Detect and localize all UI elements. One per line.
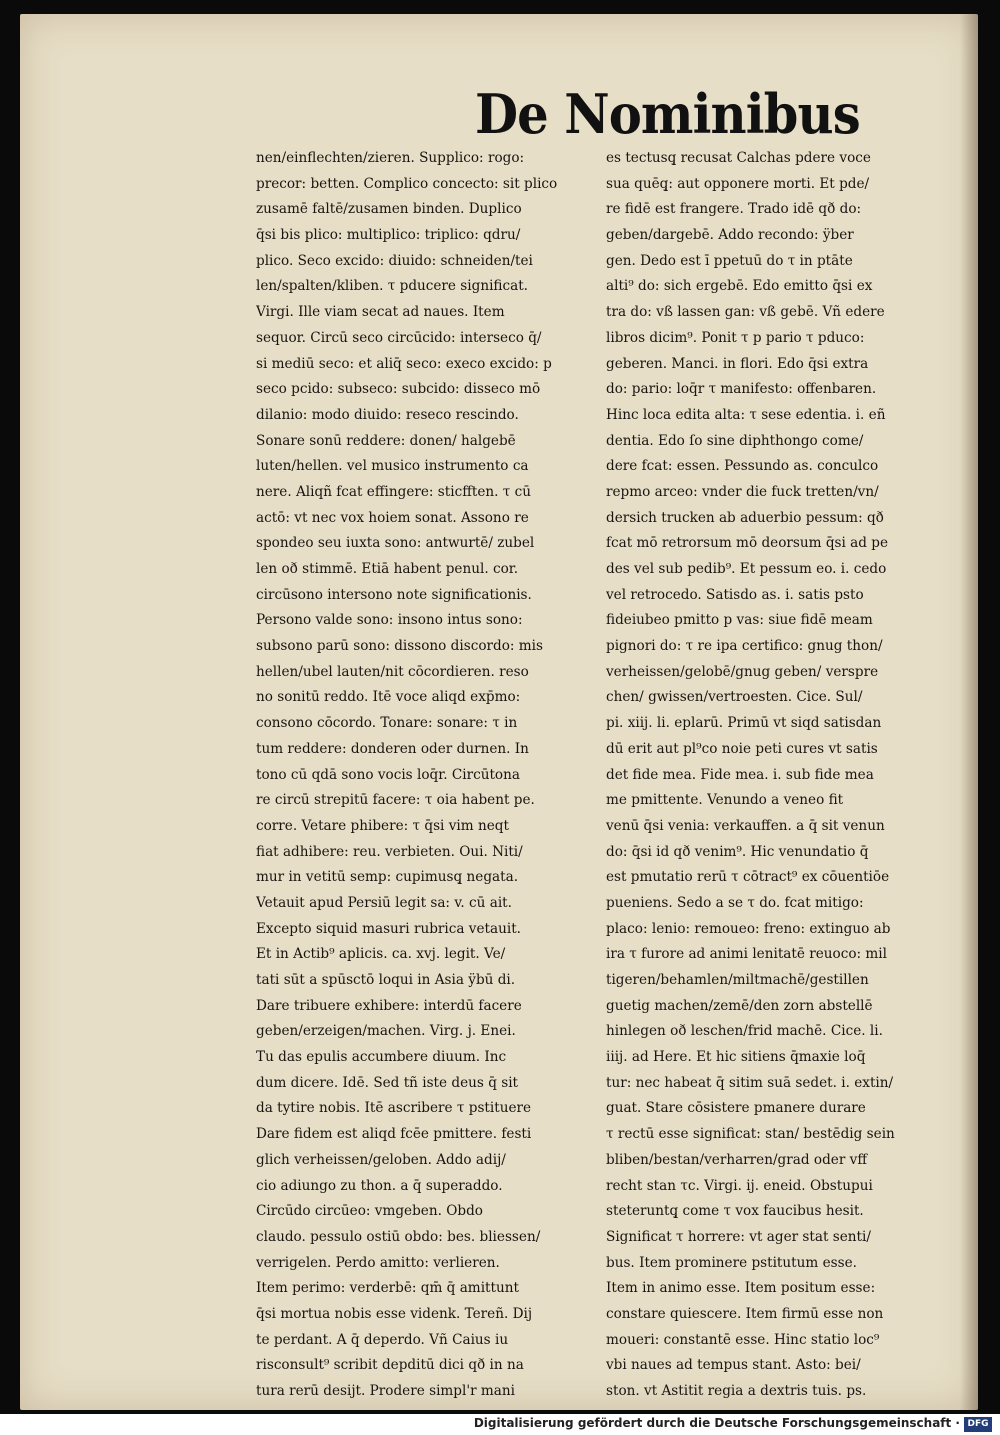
- text-line: bus. Item prominere pstitutum esse.: [606, 1254, 857, 1271]
- text-line: iiij. ad Here. Et hic sitiens q̄maxie loq̄: [606, 1049, 866, 1066]
- text-line: venū q̄si venia: verkauffen. a q̄ sit venun: [606, 817, 885, 834]
- text-line: spondeo seu iuxta sono: antwurtē/ zubel: [256, 535, 535, 552]
- text-line: te perdant. A q̄ deperdo. Vñ Caius iu: [256, 1331, 509, 1348]
- text-line: Item perimo: verderbē: qm̄ q̄ amittunt: [256, 1280, 519, 1297]
- text-line: Significat τ horrere: vt ager stat senti/: [606, 1228, 871, 1245]
- text-line: consono cōcordo. Tonare: sonare: τ in: [256, 715, 518, 732]
- text-line: chen/ gwissen/vertroesten. Cice. Sul/: [606, 689, 863, 706]
- text-line: verrigelen. Perdo amitto: verlieren.: [256, 1254, 500, 1271]
- text-line: no sonitū reddo. Itē voce aliqd exp̄mo:: [256, 689, 521, 706]
- text-line: do: pario: loq̄r τ manifesto: offenbaren.: [606, 381, 877, 398]
- text-line: ira τ furore ad animi lenitatē reuoco: mil: [606, 946, 887, 963]
- text-line: [606, 1405, 951, 1410]
- text-line: Item in animo esse. Item positum esse:: [606, 1280, 876, 1297]
- text-line: len/spalten/kliben. τ pducere significat.: [256, 278, 528, 295]
- text-line: dere fcat: essen. Pessundo as. conculco: [606, 458, 879, 475]
- text-line: [256, 1405, 601, 1410]
- text-line: es tectusq̧ recusat Calchas pdere voce: [606, 150, 871, 166]
- text-line: tigeren/behamlen/miltmachē/gestillen: [606, 972, 869, 988]
- text-line: tum reddere: donderen oder durnen. In: [256, 740, 529, 757]
- text-line: pueniens. Sedo a se τ do. fcat mitigo:: [606, 894, 864, 911]
- text-line: Sonare sonū reddere: donen/ halgebē: [256, 432, 516, 449]
- text-line: re fidē est frangere. Trado idē qð do:: [606, 201, 862, 218]
- text-line: re circū strepitū facere: τ oia habent pe.: [256, 792, 535, 809]
- text-line: Et in Actib⁹ aplicis. ca. xvj. legit. Ve/: [256, 946, 506, 963]
- text-line: sequor. Circū seco circūcido: interseco q̄/: [256, 329, 542, 346]
- text-line: do: q̄si id qð venim⁹. Hic venundatio q̄: [606, 843, 869, 860]
- text-line: tati sūt a spūsctō loqui in Asia ÿbū di.: [256, 972, 516, 988]
- text-line: plico. Seco excido: diuido: schneiden/tei: [256, 252, 533, 269]
- funding-credit: Digitalisierung gefördert durch die Deutsche Forschungsgemeinschaft ·: [473, 1416, 960, 1430]
- text-line: geben/erzeigen/machen. Virg. j. Enei.: [256, 1023, 516, 1040]
- text-line: pi. xiij. li. eplarū. Primū vt siqd satisdan: [606, 715, 882, 732]
- text-line: fcat mō retrorsum mō deorsum q̄si ad pe: [606, 535, 889, 552]
- text-line: dum dicere. Idē. Sed tñ iste deus q̄ sit: [256, 1074, 518, 1091]
- text-line: nere. Aliqñ fcat effingere: sticfften. τ cū: [256, 483, 531, 500]
- text-line: seco pcido: subseco: subcido: disseco mō: [256, 381, 541, 398]
- text-line: risconsult⁹ scribit depditū dici qð in na: [256, 1357, 524, 1374]
- text-line: guetig machen/zemē/den zorn abstellē: [606, 997, 873, 1014]
- text-line: recht stan τc. Virgi. ij. eneid. Obstupui: [606, 1177, 873, 1194]
- text-line: tur: nec habeat q̄ sitim suā sedet. i. extin/: [606, 1074, 894, 1091]
- text-line: Tu das epulis accumbere diuum. Inc: [256, 1049, 507, 1066]
- text-line: pignori do: τ re ipa certifico: gnug thon/: [606, 638, 883, 655]
- text-line: luten/hellen. vel musico instrumento ca: [256, 458, 529, 475]
- text-line: geberen. Manci. in flori. Edo q̄si extra: [606, 355, 869, 372]
- text-line: placo: lenio: remoueo: freno: extinguo ab: [606, 920, 891, 937]
- text-line: dilanio: modo diuido: reseco rescindo.: [256, 406, 519, 423]
- text-line: vbi naues ad tempus stant. Asto: bei/: [606, 1357, 861, 1374]
- text-line: τ rectū esse significat: stan/ bestēdig sein: [606, 1126, 895, 1143]
- text-line: claudo. pessulo ostiū obdo: bes. bliessen/: [256, 1228, 541, 1245]
- text-line: Hinc loca edita alta: τ sese edentia. i. eñ: [606, 406, 886, 423]
- text-line: ston. vt Astitit regia a dextris tuis. ps.: [606, 1383, 867, 1399]
- text-line: tono cū qdā sono vocis loq̄r. Circūtona: [256, 766, 520, 783]
- text-line: est pmutatio rerū τ cōtract⁹ ex cōuentiōe: [606, 869, 890, 886]
- text-line: steteruntq̧ come τ vox faucibus hesit.: [606, 1203, 864, 1220]
- text-line: des vel sub pedib⁹. Et pessum eo. i. cedo: [606, 561, 887, 577]
- text-line: fiat adhibere: reu. verbieten. Oui. Niti/: [256, 843, 523, 860]
- text-line: dersich trucken ab aduerbio pessum: qð: [606, 509, 884, 526]
- text-line: Circūdo circūeo: vmgeben. Obdo: [256, 1203, 483, 1220]
- text-line: tra do: vß lassen gan: vß gebē. Vñ edere: [606, 304, 885, 321]
- text-line: repmo arceo: vnder die fuck tretten/vn/: [606, 483, 879, 500]
- dfg-logo: DFG: [964, 1417, 992, 1432]
- text-line: constare quiescere. Item firmū esse non: [606, 1305, 884, 1322]
- text-line: dentia. Edo ſo sine diphthongo come/: [606, 432, 864, 449]
- text-line: tura rerū desijt. Prodere simpl'r mani: [256, 1383, 516, 1399]
- text-line: q̄si mortua nobis esse videnk. Tereñ. Dij: [256, 1305, 533, 1322]
- text-line: alti⁹ do: sich ergebē. Edo emitto q̄si ex: [606, 278, 873, 295]
- text-line: dū erit aut pl⁹co noie peti cures vt satis: [606, 740, 878, 757]
- text-line: nen/einflechten/zieren. Supplico: rogo:: [256, 150, 525, 166]
- text-line: fideiubeo pmitto p vas: siue fidē meam: [606, 612, 873, 629]
- text-line: bliben/bestan/verharren/grad oder vff: [606, 1151, 867, 1168]
- text-line: actō: vt nec vox hoiem sonat. Assono re: [256, 509, 529, 526]
- text-line: verheissen/gelobē/gnug geben/ verspre: [606, 663, 879, 680]
- text-line: da tytire nobis. Itē ascribere τ pstituere: [256, 1100, 532, 1117]
- text-line: cio adiungo zu thon. a q̄ superaddo.: [256, 1177, 503, 1194]
- text-line: gen. Dedo est ī ppetuū do τ in ptāte: [606, 252, 853, 269]
- text-line: glich verheissen/geloben. Addo adij/: [256, 1151, 506, 1168]
- text-line: libros dicim⁹. Ponit τ p pario τ pduco:: [606, 329, 865, 346]
- text-line: guat. Stare cōsistere pmanere durare: [606, 1100, 866, 1117]
- text-line: zusamē faltē/zusamen binden. Duplico: [256, 201, 522, 218]
- text-line: moueri: constantē esse. Hinc statio loc⁹: [606, 1331, 880, 1348]
- text-line: me pmittente. Venundo a veneo fit: [606, 792, 844, 809]
- text-line: Dare tribuere exhibere: interdū facere: [256, 997, 522, 1014]
- text-line: subsono parū sono: dissono discordo: mis: [256, 638, 544, 655]
- text-line: sua quēq̧: aut opponere morti. Et pde/: [606, 175, 870, 192]
- text-line: mur in vetitū semp: cupimusq̧ negata.: [256, 869, 519, 886]
- text-line: circūsono intersono note significationis.: [256, 586, 532, 603]
- text-line: geben/dargebē. Addo recondo: ÿber: [606, 227, 854, 244]
- text-line: hinlegen oð leschen/frid machē. Cice. li.: [606, 1023, 883, 1040]
- text-line: corre. Vetare phibere: τ q̄si vim neqt: [256, 817, 509, 834]
- left-text-column: [256, 146, 601, 1410]
- book-page: [20, 14, 978, 1410]
- text-line: Virgi. Ille viam secat ad naues. Item: [256, 304, 505, 321]
- text-line: Excepto siquid masuri rubrica vetauit.: [256, 920, 521, 937]
- text-line: precor: betten. Complico concecto: sit plico: [256, 175, 558, 192]
- text-line: len oð stimmē. Etiā habent penul. cor.: [256, 561, 519, 577]
- text-line: Vetauit apud Persiū legit sa: v. cū ait.: [256, 894, 512, 911]
- text-line: det fide mea. Fide mea. i. sub fide mea: [606, 766, 874, 783]
- text-line: hellen/ubel lauten/nit cōcordieren. reso: [256, 663, 529, 680]
- text-line: si mediū seco: et aliq̄ seco: execo excido: p: [256, 355, 552, 372]
- text-line: vel retrocedo. Satisdo as. i. satis psto: [606, 586, 864, 603]
- right-text-column: [606, 146, 951, 1410]
- text-line: q̄si bis plico: multiplico: triplico: qdru/: [256, 227, 521, 244]
- page-fold-shadow: [960, 14, 978, 1410]
- page-heading: De Nominibus: [475, 82, 860, 146]
- footer-bar: [0, 1414, 1000, 1435]
- text-line: Dare fidem est aliqd fcēe pmittere. festi: [256, 1126, 532, 1143]
- text-line: Persono valde sono: insono intus sono:: [256, 612, 523, 629]
